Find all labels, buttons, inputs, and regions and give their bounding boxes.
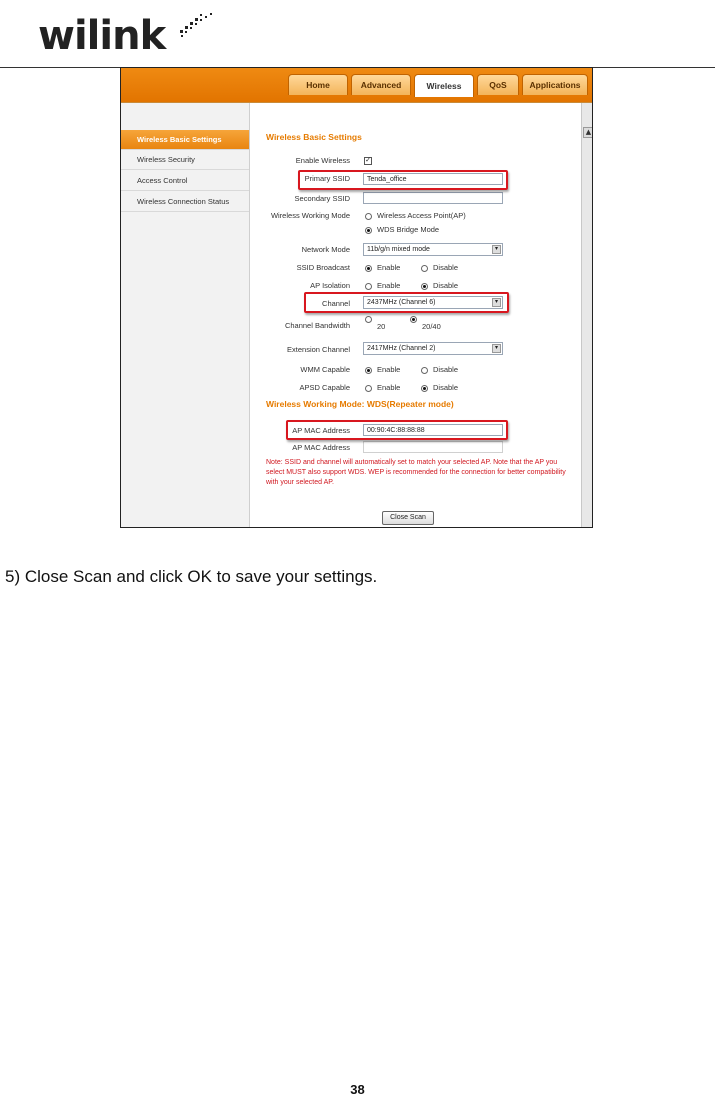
tab-qos[interactable]: QoS [477, 74, 519, 95]
apsd-capable-label: APSD Capable [299, 383, 350, 392]
working-mode-label: Wireless Working Mode [270, 211, 350, 220]
enable-wireless-checkbox[interactable]: ✓ [365, 157, 371, 164]
wds-section-title: Wireless Working Mode: WDS(Repeater mode) [266, 399, 454, 409]
sidebar-item-wireless-security[interactable]: Wireless Security [121, 150, 249, 170]
chevron-down-icon: ▾ [492, 298, 501, 307]
ap-isolation-enable-radio[interactable] [365, 283, 372, 290]
network-mode-select[interactable] [363, 243, 503, 256]
ssid-broadcast-disable-text: Disable [433, 263, 459, 272]
router-screenshot [120, 67, 593, 528]
ap-mac-input-1[interactable]: 00:90:4C:88:88:88 [363, 424, 503, 436]
sidebar [121, 103, 250, 528]
network-mode-value: 11b/g/n mixed mode [367, 246, 430, 253]
wmm-disable-text: Disable [433, 365, 459, 374]
logo-dots-icon [178, 12, 228, 38]
extension-channel-value: 2417MHz (Channel 2) [367, 345, 436, 352]
wds-note: Note: SSID and channel will automatically set to match your selected AP. Note that the AP you select MUST also support WDS. WEP is recommended for the connection for better compatibility with your selected AP. [266, 459, 566, 486]
ssid-broadcast-enable-radio[interactable] [365, 265, 372, 272]
wmm-disable-radio[interactable] [421, 367, 428, 374]
ap-mac-label-2: AP MAC Address [292, 443, 350, 452]
step-caption: 5) Close Scan and click OK to save your settings. [5, 567, 378, 586]
channel-bandwidth-label: Channel Bandwidth [284, 321, 350, 330]
chevron-down-icon: ▾ [492, 344, 501, 353]
vertical-scrollbar[interactable] [581, 103, 593, 528]
extension-channel-select[interactable] [363, 342, 503, 355]
chevron-down-icon: ▾ [492, 245, 501, 254]
bandwidth-2040-radio[interactable] [410, 316, 417, 323]
settings-content [250, 103, 581, 528]
sidebar-item-access-control[interactable]: Access Control [121, 171, 249, 191]
section-title: Wireless Basic Settings [266, 132, 362, 142]
bandwidth-2040-text: 20/40 [422, 322, 441, 331]
mode-wds-radio[interactable] [365, 227, 372, 234]
ap-isolation-enable-text: Enable [377, 281, 401, 290]
close-scan-button[interactable]: Close Scan [382, 511, 434, 525]
brand-fragment [145, 67, 235, 74]
ap-isolation-disable-text: Disable [433, 281, 459, 290]
extension-channel-label: Extension Channel [287, 345, 350, 354]
primary-ssid-label: Primary SSID [304, 174, 350, 183]
mode-ap-radio[interactable] [365, 213, 372, 220]
primary-ssid-input[interactable]: Tenda_office [363, 173, 503, 185]
apsd-disable-radio[interactable] [421, 385, 428, 392]
scroll-up-icon[interactable]: ▲ [583, 127, 593, 138]
router-topbar [121, 68, 593, 102]
ssid-broadcast-disable-radio[interactable] [421, 265, 428, 272]
secondary-ssid-label: Secondary SSID [294, 194, 350, 203]
channel-highlight [304, 292, 509, 313]
channel-value: 2437MHz (Channel 6) [367, 299, 436, 306]
mode-ap-option: Wireless Access Point(AP) [377, 211, 466, 220]
tab-applications[interactable]: Applications [522, 74, 588, 95]
page-number: 38 [350, 1082, 365, 1097]
secondary-ssid-input[interactable] [363, 192, 503, 204]
logo-text: wilink [38, 13, 166, 59]
apsd-enable-radio[interactable] [365, 385, 372, 392]
ap-mac-label-1: AP MAC Address [292, 426, 350, 435]
main-tabs [288, 74, 588, 96]
tab-advanced[interactable]: Advanced [351, 74, 411, 95]
apsd-disable-text: Disable [433, 383, 459, 392]
wmm-enable-text: Enable [377, 365, 401, 374]
wilink-logo [38, 12, 208, 64]
tab-home[interactable]: Home [288, 74, 348, 95]
ap-isolation-disable-radio[interactable] [421, 283, 428, 290]
ap-mac-highlight [286, 420, 508, 440]
ssid-broadcast-label: SSID Broadcast [296, 263, 350, 272]
mode-wds-option: WDS Bridge Mode [377, 225, 440, 234]
ssid-broadcast-enable-text: Enable [377, 263, 401, 272]
bandwidth-20-text: 20 [377, 322, 386, 331]
bandwidth-20-radio[interactable] [365, 316, 372, 323]
wmm-capable-label: WMM Capable [300, 365, 350, 374]
ap-isolation-label: AP Isolation [310, 281, 350, 290]
apsd-enable-text: Enable [377, 383, 401, 392]
channel-label: Channel [322, 299, 350, 308]
tab-wireless[interactable]: Wireless [414, 74, 474, 97]
sidebar-item-wireless-basic-settings[interactable]: Wireless Basic Settings [121, 130, 249, 150]
sidebar-item-wireless-connection-status[interactable]: Wireless Connection Status [121, 192, 249, 212]
primary-ssid-highlight [298, 170, 508, 190]
ap-mac-input-2[interactable] [363, 441, 503, 453]
network-mode-label: Network Mode [301, 245, 350, 254]
enable-wireless-label: Enable Wireless [295, 156, 350, 165]
wmm-enable-radio[interactable] [365, 367, 372, 374]
